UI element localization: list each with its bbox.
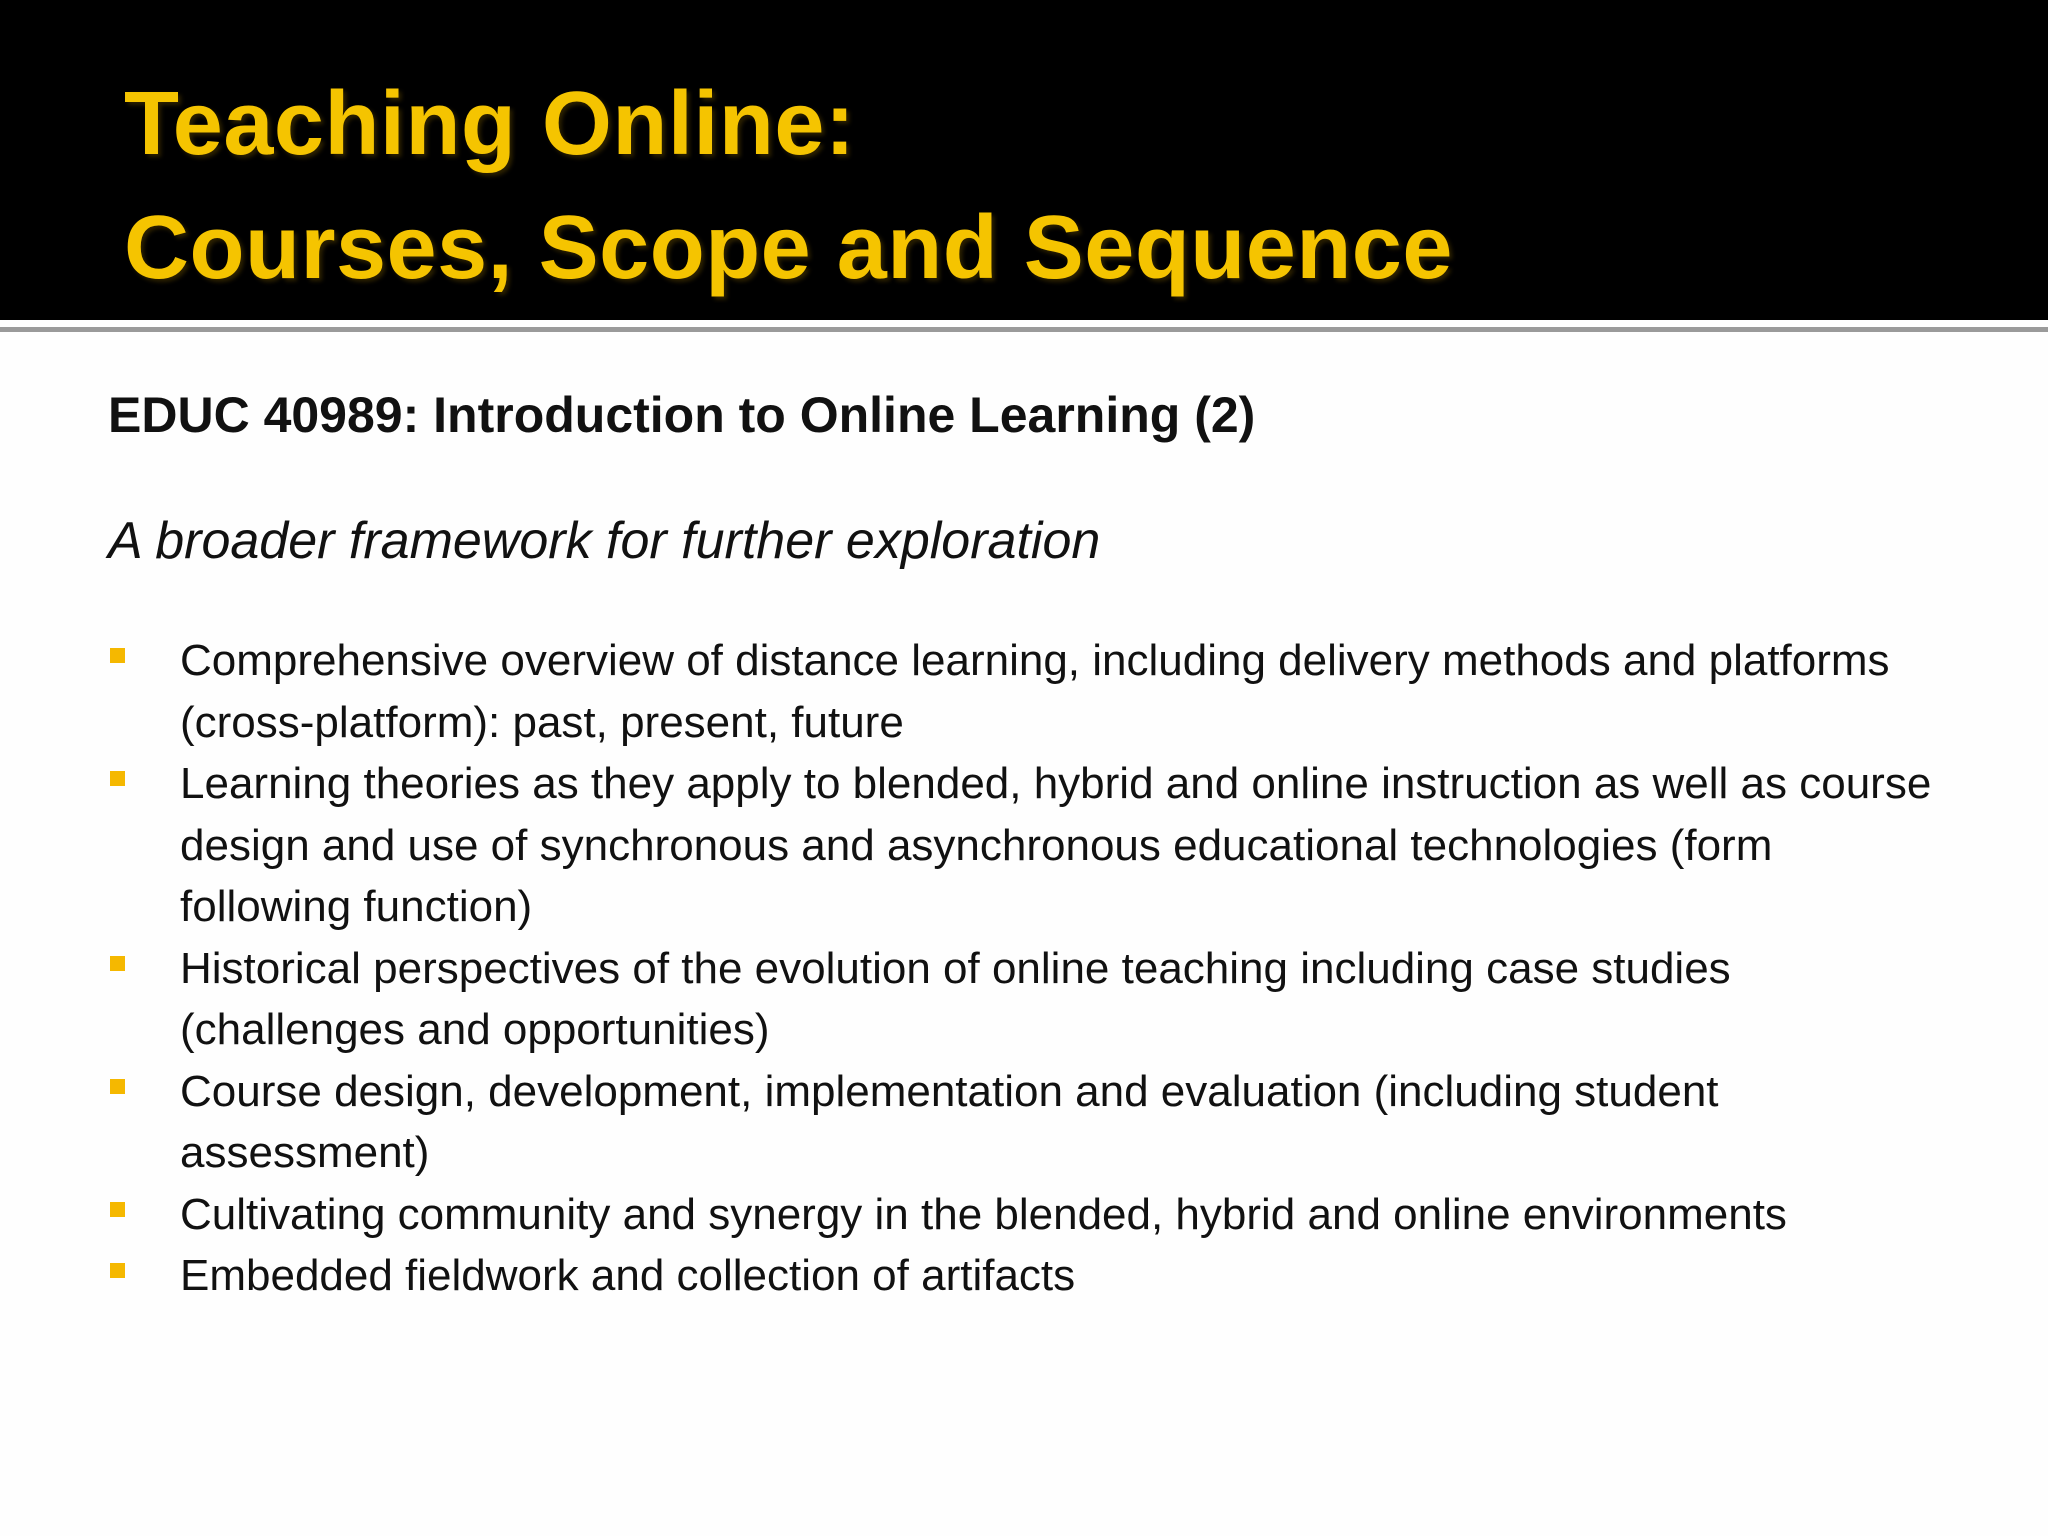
list-item xyxy=(108,753,1948,938)
slide-title xyxy=(124,62,1984,310)
slide-title-line-2: Courses, Scope and Sequence xyxy=(124,198,1453,298)
list-item-text: Embedded fieldwork and collection of artifacts xyxy=(180,1251,1076,1300)
slide-content xyxy=(108,380,1948,1307)
list-item-text: Historical perspectives of the evolution of online teaching including case studies (challenges and opportunities) xyxy=(180,943,1731,1054)
square-bullet-icon xyxy=(110,648,125,663)
square-bullet-icon xyxy=(110,771,125,786)
title-bar xyxy=(0,0,2048,320)
list-item xyxy=(108,1184,1948,1246)
bullet-list xyxy=(108,630,1948,1307)
list-item-text: Course design, development, implementation and evaluation (including student assessment) xyxy=(180,1066,1719,1177)
title-divider xyxy=(0,327,2048,332)
course-heading: EDUC 40989: Introduction to Online Learning (2) xyxy=(108,387,1256,443)
list-item xyxy=(108,1061,1948,1184)
list-item-text: Learning theories as they apply to blended, hybrid and online instruction as well as course design and use of synchronous and asynchronous educational technologies (form following function) xyxy=(180,759,1932,931)
list-item xyxy=(108,1245,1948,1307)
list-item xyxy=(108,630,1948,753)
list-item-text: Cultivating community and synergy in the blended, hybrid and online environments xyxy=(180,1189,1787,1239)
course-subheading: A broader framework for further exploration xyxy=(108,512,1101,570)
square-bullet-icon xyxy=(110,956,125,971)
list-item-text: Comprehensive overview of distance learning, including delivery methods and platforms (cross-platform): past, present, future xyxy=(180,636,1890,747)
list-item xyxy=(108,938,1948,1061)
square-bullet-icon xyxy=(110,1202,125,1217)
square-bullet-icon xyxy=(110,1079,125,1094)
square-bullet-icon xyxy=(110,1263,125,1278)
slide-title-line-1: Teaching Online: xyxy=(124,74,856,174)
